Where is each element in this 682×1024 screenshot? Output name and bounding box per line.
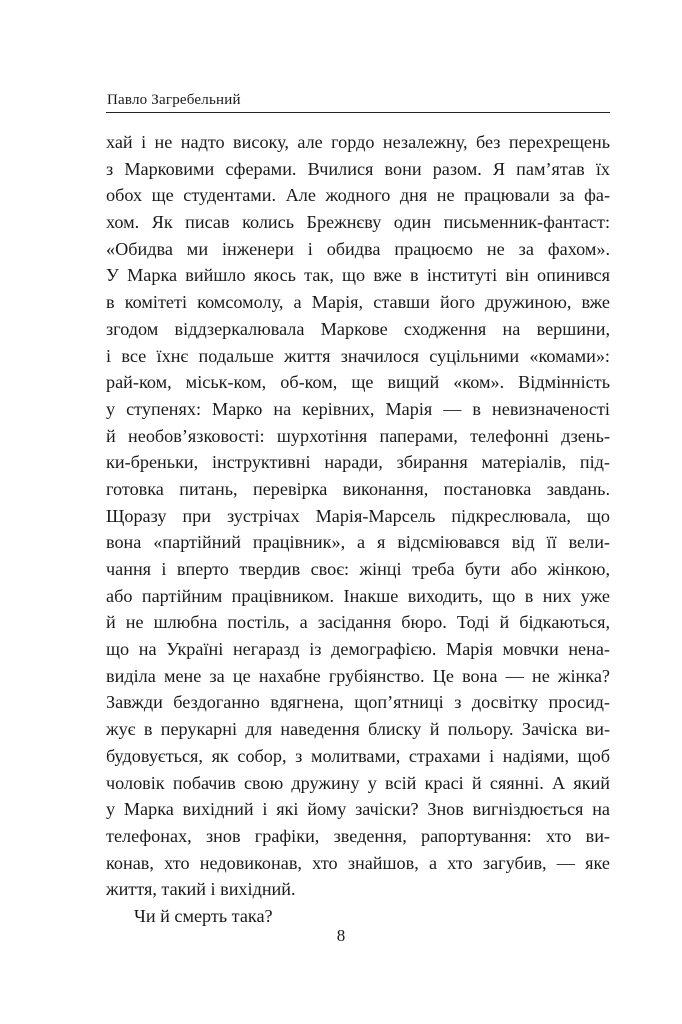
text-line: «Обидва ми інженери і обидва працюємо не за фахом». bbox=[106, 238, 610, 259]
text-line: і все їхнє подальше життя значилося суцільними «комами»: bbox=[106, 345, 610, 366]
text-line: хом. Як писав колись Брежнєву один письменник-фантаст: bbox=[106, 212, 610, 233]
text-line: чання і вперто твердив своє: жінці треба бути або жінкою, bbox=[106, 559, 610, 579]
text-line: Завжди бездоганно вдягнена, щоп’ятниці з досвітку просид- bbox=[106, 692, 610, 713]
text-line: ки-бреньки, інструктивні наради, збирання матеріалів, під- bbox=[106, 452, 610, 473]
text-line: або партійним працівником. Інакше виходить, що в них уже bbox=[106, 585, 610, 606]
text-line: у ступенях: Марко на керівних, Марія — в невизначеності bbox=[106, 398, 610, 419]
header-author-name: Павло Загребельний bbox=[107, 92, 241, 108]
text-line: й не шлюбна постіль, а засідання бюро. Тоді й бідкаються, bbox=[106, 612, 610, 633]
final-paragraph: Чи й смерть така? bbox=[134, 905, 273, 926]
text-line: вона «партійний працівник», а я відсміювався від її вели- bbox=[106, 532, 610, 553]
text-line: жує в перукарні для наведення блиску й польору. Зачіска ви- bbox=[106, 719, 610, 740]
text-line: конав, хто недовиконав, хто знайшов, а хто загубив, — яке bbox=[106, 852, 610, 873]
text-line: чоловік побачив свою дружину у всій красі й сяянні. А який bbox=[106, 772, 610, 793]
text-line: в комітеті комсомолу, а Марія, ставши його дружиною, вже bbox=[106, 292, 610, 313]
page-number: 8 bbox=[336, 926, 346, 945]
text-line: з Марковими сферами. Вчилися вони разом. Я пам’ятав їх bbox=[106, 158, 610, 179]
text-line: виділа мене за це нахабне грубіянство. Це вона — не жінка? bbox=[106, 665, 610, 686]
text-line: обох ще студентами. Але жодного дня не працювали за фа- bbox=[106, 185, 610, 206]
text-line: рай-ком, міськ-ком, об-ком, ще вищий «ком». Відмінність bbox=[106, 372, 610, 393]
text-line: будовується, як собор, з молитвами, страхами і надіями, щоб bbox=[106, 745, 610, 766]
text-line: готовка питань, перевірка виконання, постановка завдань. bbox=[106, 478, 610, 499]
text-line: згодом віддзеркалювала Маркове сходження на вершини, bbox=[106, 318, 610, 339]
text-line: Щоразу при зустрічах Марія-Марсель підкреслювала, що bbox=[106, 505, 610, 526]
text-line: що на Україні негаразд із демографією. Марія мовчки нена- bbox=[106, 639, 610, 660]
text-line: У Марка вийшло якось так, що вже в інституті він опинився bbox=[106, 265, 610, 286]
text-line: й необов’язковості: шурхотіння паперами, телефонні дзень- bbox=[106, 425, 610, 446]
text-line: хай і не надто високу, але гордо незалежну, без перехрещень bbox=[106, 132, 610, 152]
text-line: життя, такий і вихідний. bbox=[106, 879, 296, 900]
text-line: у Марка вихідний і які йому зачіски? Знов вигніздюється на bbox=[106, 799, 610, 820]
text-line: телефонах, знов графіки, зведення, рапортування: хто ви- bbox=[106, 825, 610, 846]
running-header bbox=[106, 88, 610, 113]
body-text bbox=[106, 129, 610, 930]
